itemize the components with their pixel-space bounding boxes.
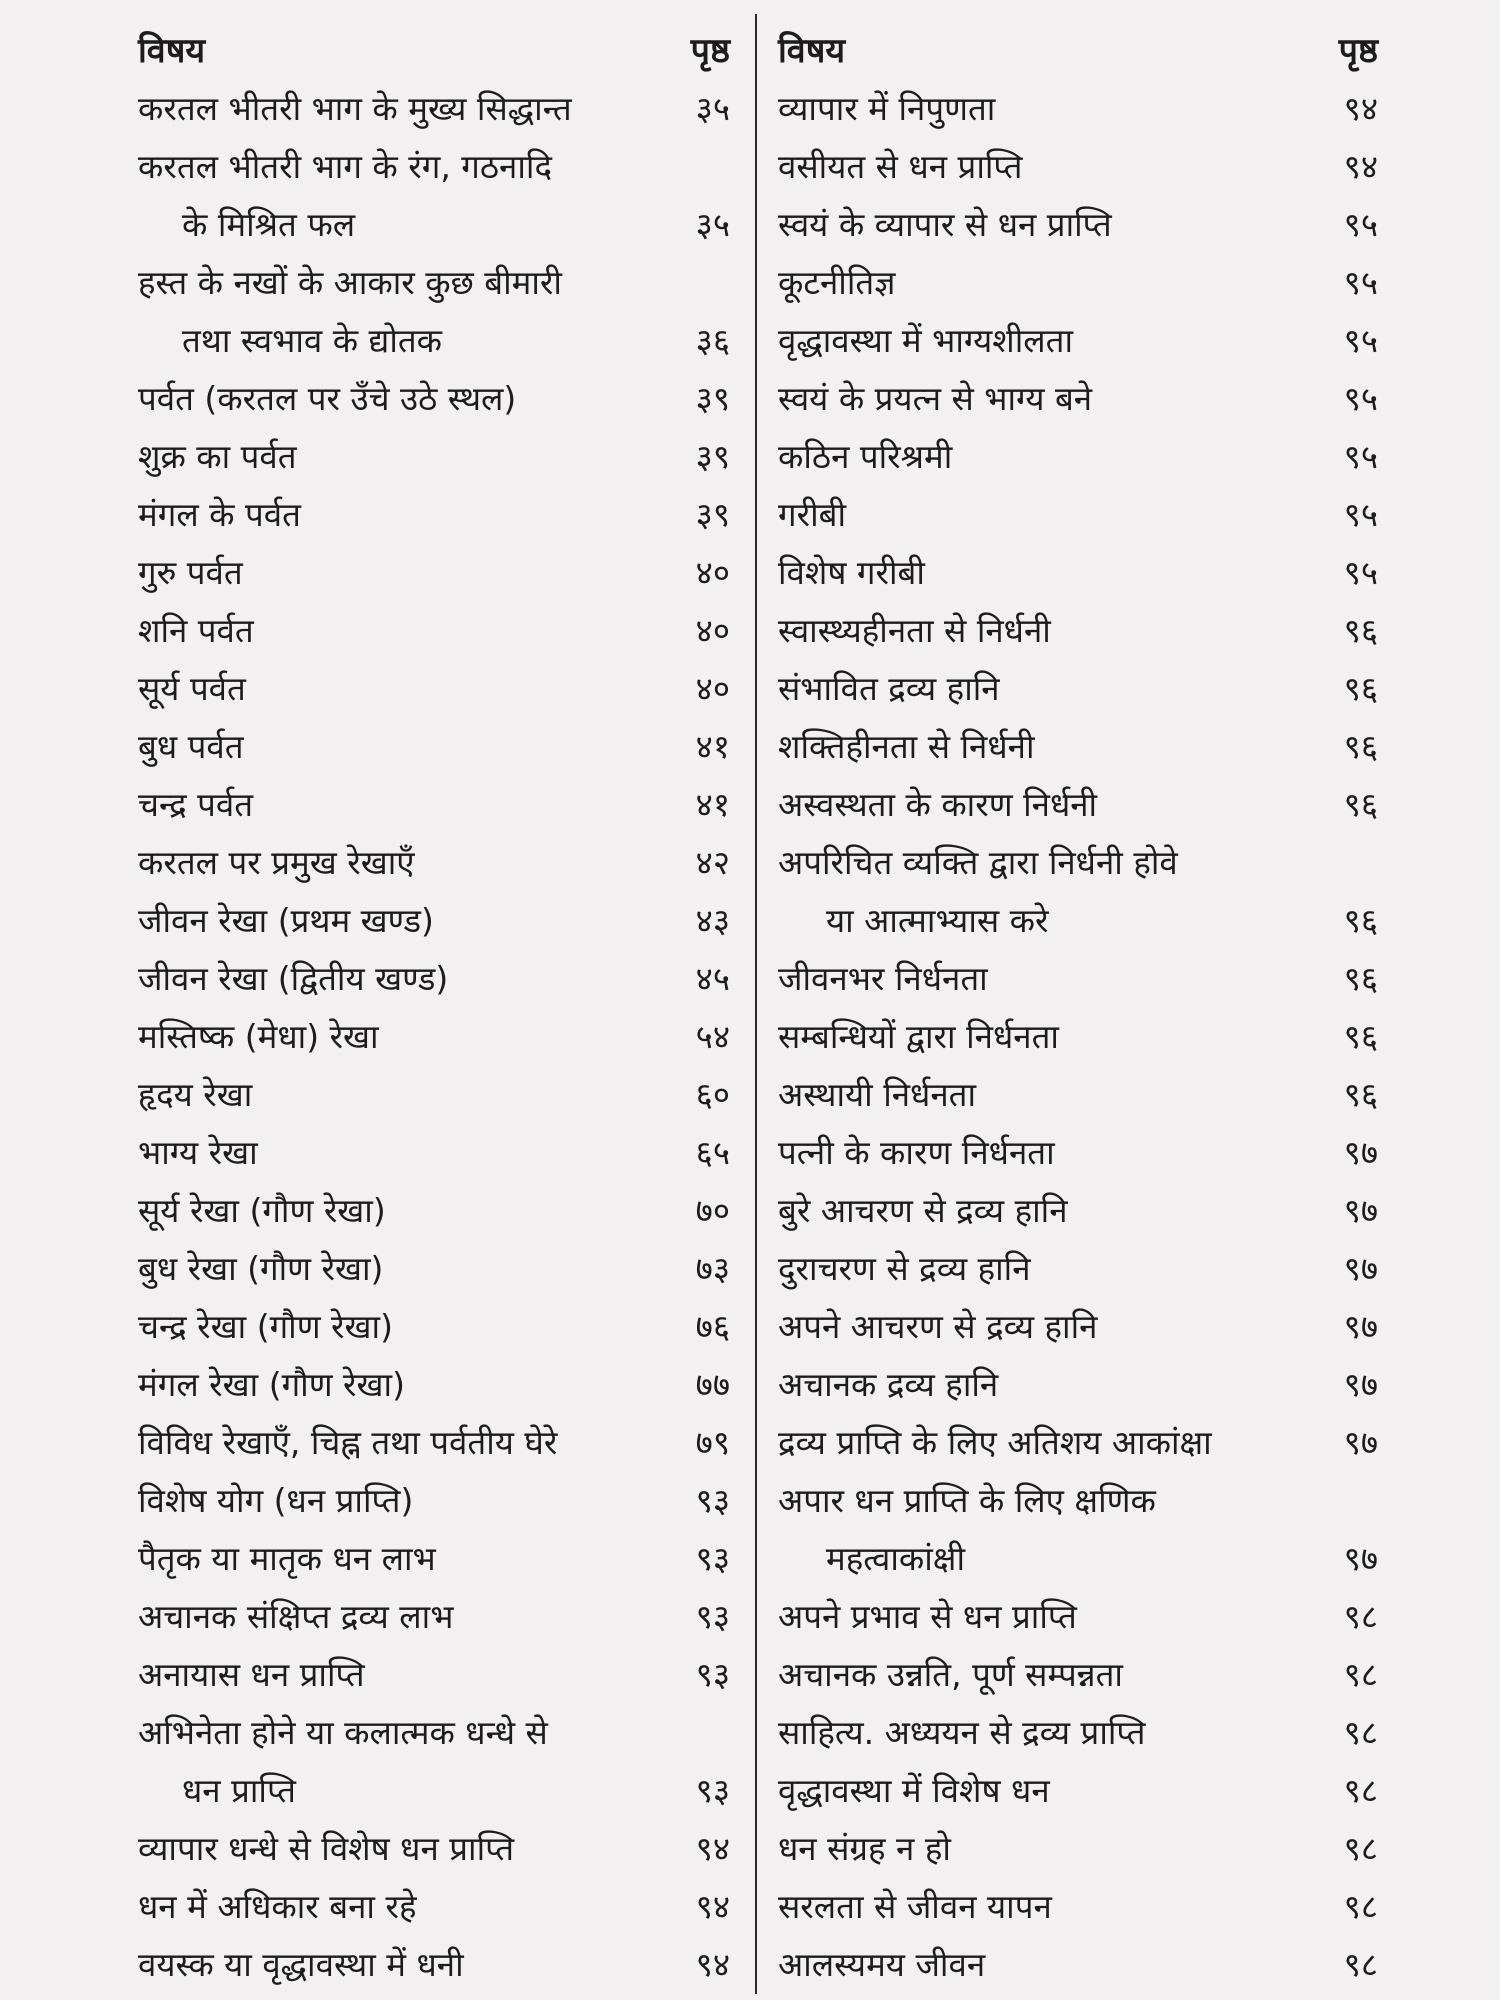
entry-title: महत्वाकांक्षी	[826, 1539, 965, 1578]
entry-title: शुक्र का पर्वत	[138, 437, 297, 476]
entry-title: आलस्यमय जीवन	[778, 1945, 986, 1984]
entry-page-number: ९५	[1343, 379, 1378, 418]
entry-title: मस्तिष्क (मेधा) रेखा	[138, 1017, 379, 1056]
entry-page-number: ९६	[1343, 1017, 1378, 1056]
toc-entry	[778, 950, 1378, 1008]
toc-entry	[138, 1182, 730, 1240]
toc-entry	[138, 1820, 730, 1878]
entry-title: संभावित द्रव्य हानि	[778, 669, 1000, 708]
entry-page-number: ९७	[1343, 1539, 1378, 1578]
entry-page-number: ५४	[695, 1017, 730, 1056]
toc-entry	[778, 1240, 1378, 1298]
entry-page-number: ९७	[1343, 1249, 1378, 1288]
toc-entry	[778, 544, 1378, 602]
entry-page-number: ४२	[695, 843, 730, 882]
entry-page-number: ९८	[1343, 1655, 1378, 1694]
entry-title: दुराचरण से द्रव्य हानि	[778, 1249, 1031, 1288]
entry-title: विशेष योग (धन प्राप्ति)	[138, 1481, 414, 1520]
toc-entry	[778, 80, 1378, 138]
toc-entry	[778, 1472, 1378, 1530]
entry-page-number: ९४	[1343, 147, 1378, 186]
entry-title: जीवनभर निर्धनता	[778, 959, 988, 998]
toc-entry	[778, 196, 1378, 254]
entry-page-number: ९६	[1343, 1075, 1378, 1114]
entry-title: के मिश्रित फल	[182, 205, 356, 244]
toc-entry	[138, 1762, 730, 1820]
entry-page-number: ९७	[1343, 1133, 1378, 1172]
toc-entry	[778, 1356, 1378, 1414]
toc-entry	[138, 80, 730, 138]
right-entry-list	[778, 80, 1378, 1994]
entry-page-number: ९६	[1343, 669, 1378, 708]
entry-title: अपने प्रभाव से धन प्राप्ति	[778, 1597, 1077, 1636]
toc-entry	[138, 1066, 730, 1124]
entry-title: अपार धन प्राप्ति के लिए क्षणिक	[778, 1481, 1156, 1520]
entry-page-number: ९८	[1343, 1713, 1378, 1752]
entry-page-number: ९३	[695, 1539, 730, 1578]
entry-page-number: ९४	[695, 1945, 730, 1984]
entry-title: भाग्य रेखा	[138, 1133, 258, 1172]
entry-title: बुध पर्वत	[138, 727, 244, 766]
entry-title: करतल भीतरी भाग के मुख्य सिद्धान्त	[138, 89, 572, 128]
toc-entry	[778, 1704, 1378, 1762]
toc-entry	[778, 138, 1378, 196]
left-column	[138, 18, 730, 1994]
entry-title: गुरु पर्वत	[138, 553, 243, 592]
entry-page-number: ७०	[695, 1191, 730, 1230]
toc-entry	[138, 1240, 730, 1298]
toc-entry	[138, 776, 730, 834]
toc-entry	[138, 1008, 730, 1066]
entry-page-number: ९७	[1343, 1191, 1378, 1230]
entry-title: अचानक द्रव्य हानि	[778, 1365, 999, 1404]
entry-page-number: ३५	[695, 89, 730, 128]
toc-entry	[778, 1588, 1378, 1646]
entry-page-number: ७९	[695, 1423, 730, 1462]
entry-title: वसीयत से धन प्राप्ति	[778, 147, 1023, 186]
entry-page-number: ९६	[1343, 611, 1378, 650]
entry-title: द्रव्य प्राप्ति के लिए अतिशय आकांक्षा	[778, 1423, 1212, 1462]
toc-entry	[138, 544, 730, 602]
entry-page-number: ९८	[1343, 1771, 1378, 1810]
entry-page-number: ४०	[695, 553, 730, 592]
toc-entry	[778, 660, 1378, 718]
entry-page-number: ४५	[695, 959, 730, 998]
entry-title: अपरिचित व्यक्ति द्वारा निर्धनी होवे	[778, 843, 1178, 882]
entry-title: अनायास धन प्राप्ति	[138, 1655, 365, 1694]
entry-title: जीवन रेखा (प्रथम खण्ड)	[138, 901, 434, 940]
entry-title: मंगल रेखा (गौण रेखा)	[138, 1365, 405, 1404]
entry-title: सम्बन्धियों द्वारा निर्धनता	[778, 1017, 1059, 1056]
toc-entry	[138, 1414, 730, 1472]
entry-title: शक्तिहीनता से निर्धनी	[778, 727, 1035, 766]
entry-page-number: ९७	[1343, 1365, 1378, 1404]
entry-page-number: ९४	[1343, 89, 1378, 128]
entry-page-number: ४०	[695, 669, 730, 708]
entry-title: अचानक उन्नति, पूर्ण सम्पन्नता	[778, 1655, 1123, 1694]
toc-entry	[778, 892, 1378, 950]
toc-entry	[138, 950, 730, 1008]
entry-page-number: ४१	[695, 727, 730, 766]
right-column	[778, 18, 1378, 1994]
entry-page-number: ९३	[695, 1771, 730, 1810]
entry-title: सरलता से जीवन यापन	[778, 1887, 1052, 1926]
page-heading: पृष्ठ	[690, 31, 730, 71]
entry-title: जीवन रेखा (द्वितीय खण्ड)	[138, 959, 449, 998]
entry-title: धन प्राप्ति	[182, 1771, 296, 1810]
entry-page-number: ९८	[1343, 1829, 1378, 1868]
entry-page-number: ३९	[695, 495, 730, 534]
toc-entry	[778, 1762, 1378, 1820]
toc-entry	[778, 1414, 1378, 1472]
toc-entry	[138, 312, 730, 370]
toc-entry	[778, 602, 1378, 660]
left-entry-list	[138, 80, 730, 1994]
entry-page-number: ७६	[695, 1307, 730, 1346]
toc-entry	[138, 660, 730, 718]
toc-entry	[138, 428, 730, 486]
entry-page-number: ३५	[695, 205, 730, 244]
toc-entry	[138, 486, 730, 544]
toc-entry	[778, 718, 1378, 776]
entry-page-number: ९५	[1343, 263, 1378, 302]
entry-title: गरीबी	[778, 495, 847, 534]
toc-entry	[778, 1066, 1378, 1124]
entry-title: अपने आचरण से द्रव्य हानि	[778, 1307, 1098, 1346]
entry-page-number: ९५	[1343, 321, 1378, 360]
toc-entry	[778, 834, 1378, 892]
entry-title: चन्द्र पर्वत	[138, 785, 254, 824]
entry-page-number: ९६	[1343, 727, 1378, 766]
entry-title: तथा स्वभाव के द्योतक	[182, 321, 443, 360]
entry-title: शनि पर्वत	[138, 611, 254, 650]
toc-entry	[778, 1820, 1378, 1878]
toc-entry	[778, 1298, 1378, 1356]
entry-title: बुध रेखा (गौण रेखा)	[138, 1249, 384, 1288]
entry-page-number: ९३	[695, 1655, 730, 1694]
toc-entry	[138, 602, 730, 660]
subject-heading: विषय	[778, 31, 846, 71]
toc-entry	[778, 1878, 1378, 1936]
entry-title: स्वयं के व्यापार से धन प्राप्ति	[778, 205, 1112, 244]
entry-page-number: ६५	[695, 1133, 730, 1172]
entry-page-number: ९८	[1343, 1945, 1378, 1984]
entry-page-number: ९५	[1343, 495, 1378, 534]
toc-entry	[138, 1356, 730, 1414]
toc-entry	[778, 1936, 1378, 1994]
entry-title: सूर्य रेखा (गौण रेखा)	[138, 1191, 386, 1230]
toc-entry	[778, 370, 1378, 428]
entry-title: अस्थायी निर्धनता	[778, 1075, 977, 1114]
entry-title: अचानक संक्षिप्त द्रव्य लाभ	[138, 1597, 454, 1636]
toc-entry	[138, 1646, 730, 1704]
entry-title: पैतृक या मातृक धन लाभ	[138, 1539, 436, 1578]
entry-page-number: ९८	[1343, 1887, 1378, 1926]
toc-entry	[138, 834, 730, 892]
entry-title: या आत्माभ्यास करे	[826, 901, 1049, 940]
entry-title: विविध रेखाएँ, चिह्न तथा पर्वतीय घेरे	[138, 1423, 558, 1462]
entry-page-number: ९३	[695, 1481, 730, 1520]
toc-entry	[138, 1878, 730, 1936]
toc-entry	[138, 1936, 730, 1994]
entry-page-number: ९५	[1343, 437, 1378, 476]
entry-page-number: ४३	[695, 901, 730, 940]
entry-page-number: ४०	[695, 611, 730, 650]
entry-title: कूटनीतिज्ञ	[778, 263, 896, 302]
entry-title: करतल पर प्रमुख रेखाएँ	[138, 843, 415, 882]
entry-title: हस्त के नखों के आकार कुछ बीमारी	[138, 263, 562, 302]
entry-page-number: ९४	[695, 1829, 730, 1868]
toc-entry	[138, 892, 730, 950]
entry-title: व्यापार धन्धे से विशेष धन प्राप्ति	[138, 1829, 515, 1868]
toc-entry	[138, 254, 730, 312]
toc-entry	[778, 1182, 1378, 1240]
toc-entry	[138, 1472, 730, 1530]
entry-title: कठिन परिश्रमी	[778, 437, 953, 476]
entry-page-number: ३६	[695, 321, 730, 360]
entry-title: पर्वत (करतल पर उँचे उठे स्थल)	[138, 379, 517, 418]
entry-title: धन संग्रह न हो	[778, 1829, 951, 1868]
entry-page-number: ९७	[1343, 1423, 1378, 1462]
entry-page-number: ९८	[1343, 1597, 1378, 1636]
entry-title: व्यापार में निपुणता	[778, 89, 996, 128]
entry-page-number: ७७	[695, 1365, 730, 1404]
entry-title: मंगल के पर्वत	[138, 495, 301, 534]
toc-entry	[778, 254, 1378, 312]
toc-entry	[778, 1008, 1378, 1066]
entry-page-number: ४१	[695, 785, 730, 824]
entry-page-number: ९४	[695, 1887, 730, 1926]
toc-entry	[778, 776, 1378, 834]
toc-entry	[778, 1124, 1378, 1182]
entry-page-number: ३९	[695, 379, 730, 418]
entry-title: पत्नी के कारण निर्धनता	[778, 1133, 1055, 1172]
entry-page-number: ७३	[695, 1249, 730, 1288]
entry-page-number: ३९	[695, 437, 730, 476]
right-column-header	[778, 18, 1378, 80]
entry-title: स्वास्थ्यहीनता से निर्धनी	[778, 611, 1051, 650]
entry-page-number: ९३	[695, 1597, 730, 1636]
entry-title: वयस्क या वृद्धावस्था में धनी	[138, 1945, 464, 1984]
entry-title: विशेष गरीबी	[778, 553, 925, 592]
toc-entry	[138, 1530, 730, 1588]
page-heading: पृष्ठ	[1338, 31, 1378, 71]
entry-title: हृदय रेखा	[138, 1075, 253, 1114]
entry-title: स्वयं के प्रयत्न से भाग्य बने	[778, 379, 1093, 418]
toc-entry	[778, 312, 1378, 370]
entry-page-number: ९६	[1343, 785, 1378, 824]
toc-entry	[138, 1124, 730, 1182]
entry-page-number: ९५	[1343, 553, 1378, 592]
entry-page-number: ९५	[1343, 205, 1378, 244]
entry-page-number: ९६	[1343, 959, 1378, 998]
entry-title: बुरे आचरण से द्रव्य हानि	[778, 1191, 1068, 1230]
entry-title: करतल भीतरी भाग के रंग, गठनादि	[138, 147, 552, 186]
toc-entry	[778, 1646, 1378, 1704]
toc-entry	[138, 1588, 730, 1646]
toc-entry	[778, 1530, 1378, 1588]
entry-page-number: ९७	[1343, 1307, 1378, 1346]
entry-title: अभिनेता होने या कलात्मक धन्धे से	[138, 1713, 548, 1752]
subject-heading: विषय	[138, 31, 206, 71]
toc-entry	[138, 196, 730, 254]
entry-title: वृद्धावस्था में भाग्यशीलता	[778, 321, 1074, 360]
entry-title: साहित्य. अध्ययन से द्रव्य प्राप्ति	[778, 1713, 1146, 1752]
toc-entry	[138, 1298, 730, 1356]
entry-title: सूर्य पर्वत	[138, 669, 246, 708]
entry-title: धन में अधिकार बना रहे	[138, 1887, 417, 1926]
toc-entry	[138, 1704, 730, 1762]
entry-page-number: ६०	[695, 1075, 730, 1114]
toc-entry	[778, 486, 1378, 544]
entry-page-number: ९६	[1343, 901, 1378, 940]
toc-entry	[138, 718, 730, 776]
toc-entry	[138, 138, 730, 196]
toc-entry	[778, 428, 1378, 486]
entry-title: वृद्धावस्था में विशेष धन	[778, 1771, 1050, 1810]
left-column-header	[138, 18, 730, 80]
column-divider	[755, 14, 757, 1994]
entry-title: चन्द्र रेखा (गौण रेखा)	[138, 1307, 393, 1346]
entry-title: अस्वस्थता के कारण निर्धनी	[778, 785, 1098, 824]
toc-entry	[138, 370, 730, 428]
